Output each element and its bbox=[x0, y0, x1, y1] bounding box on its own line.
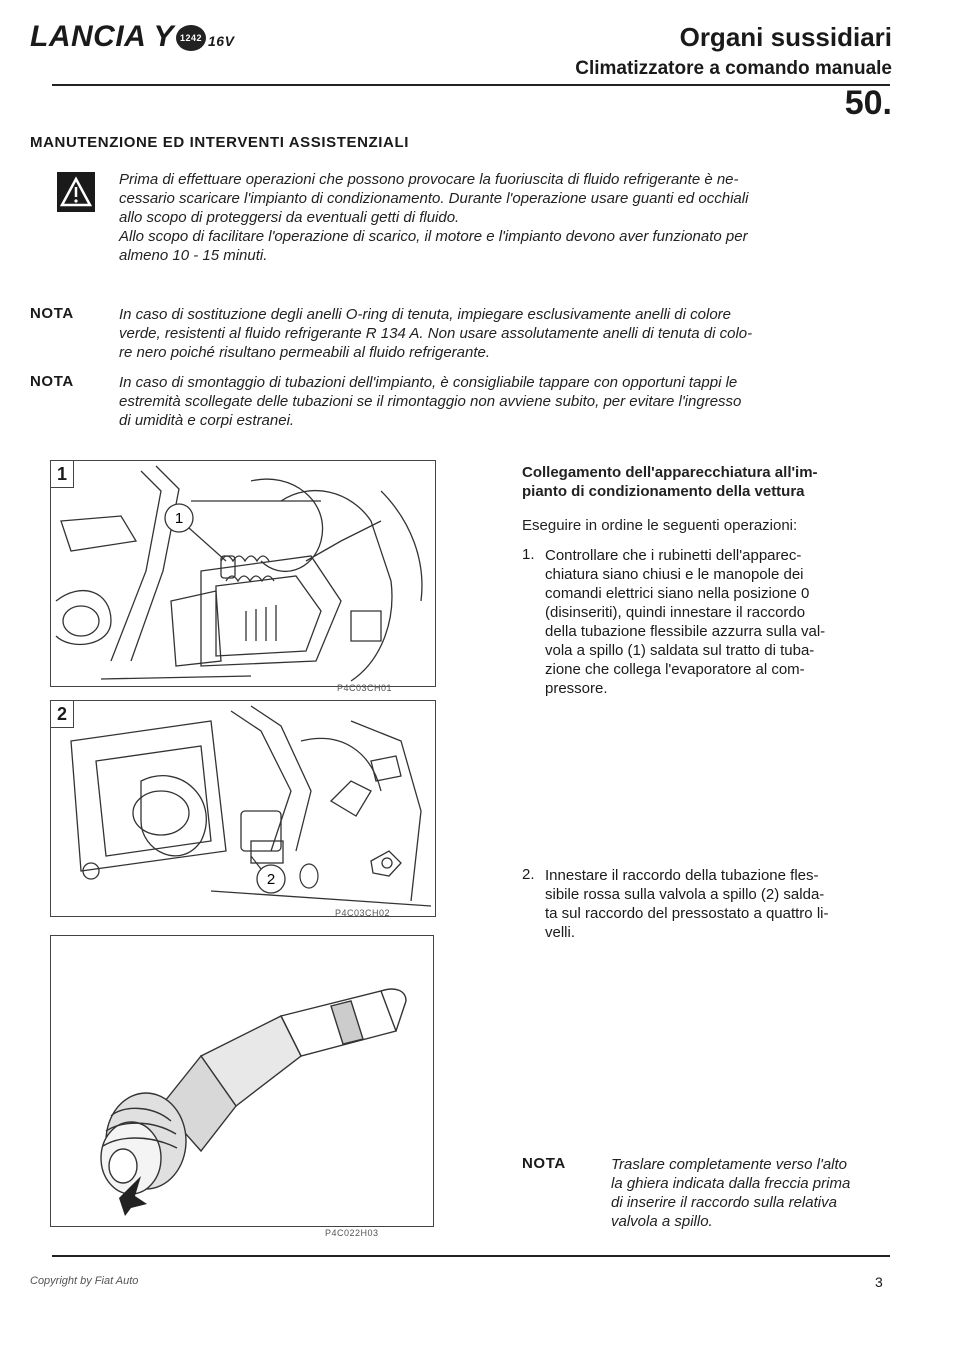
step-line: pressore. bbox=[545, 680, 608, 697]
note-label: NOTA bbox=[522, 1155, 566, 1172]
note-line: re nero poiché risultano permeabili al fluido refrigerante. bbox=[119, 344, 491, 361]
warning-line: allo scopo di proteggersi da eventuali getti di fluido. bbox=[119, 209, 460, 226]
figure-3-connector-diagram bbox=[50, 935, 434, 1227]
brand-name: LANCIA Y bbox=[30, 20, 175, 53]
footer-divider bbox=[52, 1255, 890, 1257]
copyright: Copyright by Fiat Auto bbox=[30, 1275, 139, 1287]
note-line: In caso di smontaggio di tubazioni dell'impianto, è consigliabile tappare con opportuni tappi le bbox=[119, 374, 738, 391]
step-text bbox=[545, 866, 895, 942]
note-label: NOTA bbox=[30, 373, 74, 390]
page-number: 3 bbox=[875, 1274, 883, 1290]
step-line: della tubazione flessibile azzurra sulla val- bbox=[545, 623, 826, 640]
figure-2-valve-diagram bbox=[50, 700, 436, 917]
header-divider bbox=[52, 84, 890, 86]
maintenance-heading: MANUTENZIONE ED INTERVENTI ASSISTENZIALI bbox=[30, 134, 410, 151]
step-number: 2. bbox=[522, 866, 535, 883]
warning-line: cessario scaricare l'impianto di condizionamento. Durante l'operazione usare guanti ed occhiali bbox=[119, 190, 749, 207]
note-text bbox=[119, 373, 909, 430]
step-line: sibile rossa sulla valvola a spillo (2) salda- bbox=[545, 886, 825, 903]
step-line: comandi elettrici siano nella posizione 0 bbox=[545, 585, 810, 602]
brand-suffix: 16V bbox=[208, 33, 235, 49]
procedure-title bbox=[522, 463, 896, 501]
warning-triangle-icon bbox=[57, 172, 95, 212]
note-text bbox=[119, 305, 909, 362]
figure-2-callout: 2 bbox=[266, 871, 276, 888]
figure-code: P4C03CH02 bbox=[335, 908, 391, 918]
step-line: velli. bbox=[545, 924, 576, 941]
figure-code: P4C022H03 bbox=[325, 1228, 379, 1238]
note-label: NOTA bbox=[30, 305, 74, 322]
figure-code: P4C03CH01 bbox=[337, 683, 393, 693]
section-subtitle: Climatizzatore a comando manuale bbox=[575, 58, 892, 79]
step-line: Controllare che i rubinetti dell'apparec- bbox=[545, 547, 802, 564]
note-line: verde, resistenti al fluido refrigerante R 134 A. Non usare assolutamente anelli di tenuta di colo- bbox=[119, 325, 753, 342]
procedure-title-line: Collegamento dell'apparecchiatura all'im- bbox=[522, 464, 818, 481]
figure-1-valve-diagram bbox=[50, 460, 436, 687]
warning-line: Allo scopo di facilitare l'operazione di scarico, il motore e l'impianto devono aver funzionato per bbox=[119, 228, 748, 245]
warning-text bbox=[119, 170, 909, 265]
note-line: valvola a spillo. bbox=[611, 1213, 713, 1230]
note-line: In caso di sostituzione degli anelli O-ring di tenuta, impiegare esclusivamente anelli di colore bbox=[119, 306, 731, 323]
brand-logo bbox=[30, 20, 234, 54]
figure-2-drawing bbox=[51, 701, 435, 916]
step-line: Innestare il raccordo della tubazione fles- bbox=[545, 867, 819, 884]
section-title: Organi sussidiari bbox=[679, 22, 892, 52]
figure-1-drawing bbox=[51, 461, 435, 686]
note-line: di umidità e corpi estranei. bbox=[119, 412, 295, 429]
note-line: Traslare completamente verso l'alto bbox=[611, 1156, 848, 1173]
step-line: vola a spillo (1) saldata sul tratto di tuba- bbox=[545, 642, 815, 659]
note-line: di inserire il raccordo sulla relativa bbox=[611, 1194, 837, 1211]
step-line: ta sul raccordo del pressostato a quattro li- bbox=[545, 905, 829, 922]
section-number: 50. bbox=[844, 84, 892, 122]
note-text bbox=[611, 1155, 901, 1231]
figure-number: 2 bbox=[51, 701, 74, 728]
step-text bbox=[545, 546, 895, 698]
step-line: chiatura siano chiusi e le manopole dei bbox=[545, 566, 804, 583]
warning-line: almeno 10 - 15 minuti. bbox=[119, 247, 268, 264]
figure-1-callout: 1 bbox=[174, 510, 184, 527]
step-number: 1. bbox=[522, 546, 535, 563]
note-line: estremità scollegate delle tubazioni se il rimontaggio non avviene subito, per evitare l'ingresso bbox=[119, 393, 742, 410]
procedure-title-line: pianto di condizionamento della vettura bbox=[522, 483, 805, 500]
warning-line: Prima di effettuare operazioni che possono provocare la fuoriuscita di fluido refrigerante è ne- bbox=[119, 171, 739, 188]
figure-number: 1 bbox=[51, 461, 74, 488]
note-line: la ghiera indicata dalla freccia prima bbox=[611, 1175, 851, 1192]
figure-3-drawing bbox=[51, 936, 433, 1226]
step-line: zione che collega l'evaporatore al com- bbox=[545, 661, 805, 678]
procedure-intro: Eseguire in ordine le seguenti operazioni: bbox=[522, 517, 798, 534]
brand-badge: 1242 bbox=[176, 25, 206, 51]
step-line: (disinseriti), quindi innestare il raccordo bbox=[545, 604, 806, 621]
